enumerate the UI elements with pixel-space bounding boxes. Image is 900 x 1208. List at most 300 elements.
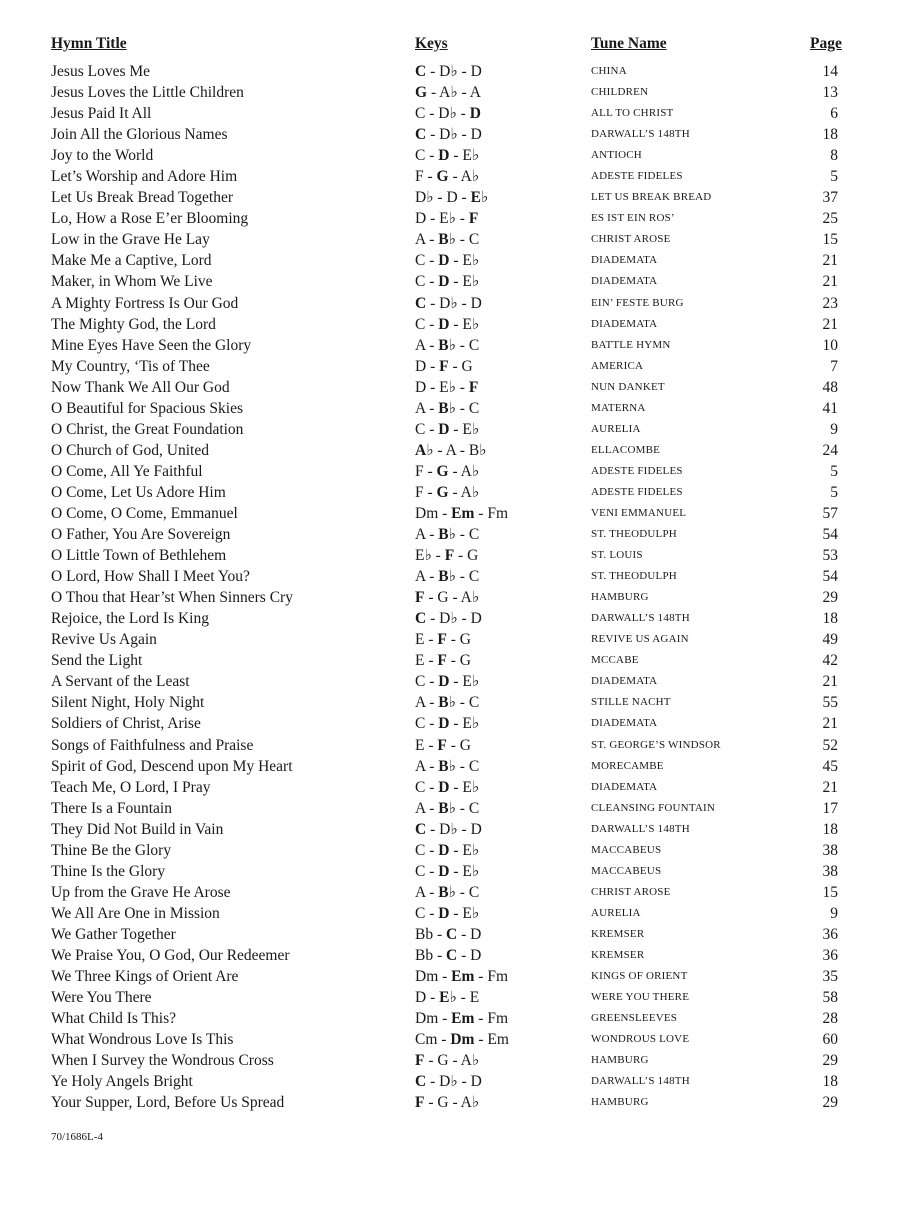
key-value: B♭ — [468, 441, 487, 459]
key-value: G — [459, 631, 471, 649]
table-row — [0, 882, 900, 903]
key-value: A — [415, 336, 426, 354]
hymn-keys — [415, 650, 471, 671]
tune-name: NUN DANKET — [591, 380, 665, 393]
table-row — [0, 692, 900, 713]
table-row — [0, 293, 900, 314]
hymn-title: Ye Holy Angels Bright — [51, 1073, 193, 1091]
hymn-keys — [415, 187, 488, 208]
key-value: E♭ — [462, 715, 480, 733]
table-row — [0, 735, 900, 756]
key-value: E♭ — [415, 547, 432, 565]
hymn-keys — [415, 103, 481, 124]
page-number: 18 — [822, 1073, 838, 1091]
key-value: G — [437, 1052, 449, 1070]
key-value: A♭ — [460, 462, 480, 480]
key-value: A♭ — [460, 483, 480, 501]
hymn-title: Thine Be the Glory — [51, 841, 172, 859]
tune-name: ST. LOUIS — [591, 549, 643, 562]
key-separator: - — [456, 989, 470, 1007]
key-separator: - — [425, 904, 439, 922]
key-separator: - — [455, 526, 469, 544]
key-separator: - — [426, 989, 440, 1007]
key-value: D — [438, 904, 450, 922]
key-value: Bb — [415, 946, 434, 964]
key-separator: - — [427, 84, 440, 102]
hymn-keys — [415, 377, 478, 398]
key-separator: - — [457, 820, 471, 838]
tune-name: MACCABEUS — [591, 843, 662, 856]
key-value: D♭ — [439, 1073, 458, 1091]
key-value: E♭ — [462, 273, 480, 291]
key-separator: - — [426, 610, 440, 628]
hymn-title: Maker, in Whom We Live — [51, 273, 213, 291]
key-separator: - — [474, 1031, 488, 1049]
table-row — [0, 671, 900, 692]
key-value: D — [438, 252, 450, 270]
key-value: F — [415, 462, 424, 480]
key-separator: - — [437, 1031, 451, 1049]
hymn-title: Joy to the World — [51, 147, 154, 165]
key-separator: - — [449, 147, 463, 165]
key-value: D♭ — [439, 126, 458, 144]
table-row — [0, 229, 900, 250]
key-value: C — [468, 336, 480, 354]
header-tune-name: Tune Name — [591, 35, 667, 52]
key-value: Dm — [415, 504, 439, 522]
table-row — [0, 840, 900, 861]
tune-name: DIADEMATA — [591, 717, 658, 730]
key-separator: - — [449, 252, 463, 270]
tune-name: AURELIA — [591, 906, 641, 919]
key-separator: - — [457, 946, 471, 964]
key-separator: - — [424, 1094, 438, 1112]
key-separator: - — [426, 126, 440, 144]
key-value: Bb — [415, 925, 434, 943]
page-number: 21 — [822, 715, 838, 733]
key-value: B♭ — [438, 799, 456, 817]
hymn-keys — [415, 356, 473, 377]
key-value: Dm — [415, 968, 439, 986]
page-number: 24 — [822, 441, 838, 459]
table-row — [0, 587, 900, 608]
hymn-title: The Mighty God, the Lord — [51, 315, 216, 333]
hymn-title: Soldiers of Christ, Arise — [51, 715, 201, 733]
page-number: 15 — [822, 231, 838, 249]
hymn-keys — [415, 419, 479, 440]
key-value: G — [436, 462, 449, 480]
key-value: G — [436, 483, 449, 501]
key-value: G — [415, 84, 428, 102]
key-separator: - — [423, 462, 437, 480]
table-row — [0, 545, 900, 566]
table-row — [0, 271, 900, 292]
hymn-keys — [415, 608, 482, 629]
key-value: A♭ — [460, 1052, 480, 1070]
table-row — [0, 103, 900, 124]
hymn-title: Silent Night, Holy Night — [51, 694, 205, 712]
key-separator: - — [424, 736, 438, 754]
table-row — [0, 903, 900, 924]
tune-name: AURELIA — [591, 422, 641, 435]
key-value: D — [438, 778, 450, 796]
page-number: 17 — [822, 799, 838, 817]
footer-code: 70/1686L-4 — [51, 1131, 103, 1143]
table-row — [0, 966, 900, 987]
hymn-title: O Come, Let Us Adore Him — [51, 483, 226, 501]
tune-name: GREENSLEEVES — [591, 1012, 678, 1025]
key-value: A — [415, 883, 426, 901]
key-separator: - — [457, 189, 471, 207]
key-value: A♭ — [460, 168, 480, 186]
table-row — [0, 1050, 900, 1071]
key-value: D — [470, 820, 482, 838]
key-value: A — [445, 441, 456, 459]
key-separator: - — [455, 568, 469, 586]
key-value: C — [415, 673, 426, 691]
key-separator: - — [449, 862, 463, 880]
hymn-keys — [415, 735, 471, 756]
tune-name: CHRIST AROSE — [591, 233, 671, 246]
table-row — [0, 713, 900, 734]
tune-name: STILLE NACHT — [591, 696, 671, 709]
key-separator: - — [474, 968, 488, 986]
table-row — [0, 187, 900, 208]
hymn-title: O Come, All Ye Faithful — [51, 462, 203, 480]
key-value: C — [415, 778, 426, 796]
key-separator: - — [425, 862, 439, 880]
page-number: 8 — [830, 147, 838, 165]
key-value: E♭ — [462, 904, 480, 922]
hymn-title: Jesus Paid It All — [51, 105, 152, 123]
table-row — [0, 335, 900, 356]
key-separator: - — [446, 736, 460, 754]
key-value: D — [415, 357, 427, 375]
table-row — [0, 798, 900, 819]
key-separator: - — [456, 105, 470, 123]
hymn-keys — [415, 1008, 508, 1029]
key-separator: - — [438, 1010, 452, 1028]
key-value: D — [438, 673, 450, 691]
key-value: B♭ — [438, 757, 456, 775]
tune-name: AMERICA — [591, 359, 644, 372]
tune-name: DIADEMATA — [591, 780, 658, 793]
page-number: 48 — [822, 378, 838, 396]
hymn-title: A Mighty Fortress Is Our God — [51, 294, 239, 312]
key-value: F — [439, 357, 449, 375]
key-value: B♭ — [438, 399, 456, 417]
tune-name: ADESTE FIDELES — [591, 485, 683, 498]
hymn-title: Jesus Loves Me — [51, 63, 151, 80]
key-value: E♭ — [462, 673, 480, 691]
key-separator: - — [433, 925, 447, 943]
table-row — [0, 145, 900, 166]
key-separator: - — [457, 126, 471, 144]
tune-name: DIADEMATA — [591, 254, 658, 267]
hymn-title: Mine Eyes Have Seen the Glory — [51, 336, 252, 354]
page-number: 41 — [822, 399, 838, 417]
key-value: G — [461, 357, 473, 375]
key-value: C — [415, 105, 426, 123]
hymn-keys — [415, 166, 479, 187]
page-number: 36 — [822, 925, 838, 943]
hymn-keys — [415, 629, 471, 650]
key-separator: - — [449, 841, 463, 859]
key-value: E♭ — [439, 378, 456, 396]
table-row — [0, 419, 900, 440]
hymn-title: O Lord, How Shall I Meet You? — [51, 568, 250, 586]
hymn-title: O Christ, the Great Foundation — [51, 420, 244, 438]
key-value: Fm — [487, 1010, 509, 1028]
key-separator: - — [457, 294, 471, 312]
hymn-title: We Gather Together — [51, 925, 176, 943]
key-value: G — [437, 1094, 449, 1112]
key-separator: - — [425, 778, 439, 796]
key-value: D — [438, 147, 450, 165]
key-value: C — [415, 841, 426, 859]
key-value: A — [415, 799, 426, 817]
hymn-keys — [415, 756, 479, 777]
key-value: D — [438, 862, 450, 880]
key-separator: - — [455, 378, 469, 396]
key-value: D — [438, 273, 450, 291]
hymn-title: Low in the Grave He Lay — [51, 231, 210, 249]
key-value: Fm — [487, 968, 509, 986]
key-separator: - — [426, 63, 440, 80]
page-number: 14 — [822, 63, 838, 80]
tune-name: REVIVE US AGAIN — [591, 633, 689, 646]
hymn-keys — [415, 966, 508, 987]
key-separator: - — [423, 168, 437, 186]
hymn-title: Make Me a Captive, Lord — [51, 252, 212, 270]
tune-name: EIN’ FESTE BURG — [591, 296, 684, 309]
hymn-title: Let Us Break Bread Together — [51, 189, 233, 207]
hymn-keys — [415, 440, 487, 461]
table-row — [0, 461, 900, 482]
hymn-keys — [415, 82, 481, 103]
table-row — [0, 398, 900, 419]
hymn-keys — [415, 945, 481, 966]
key-separator: - — [449, 315, 463, 333]
key-separator: - — [425, 568, 439, 586]
key-value: E♭ — [439, 210, 456, 228]
hymn-title: Your Supper, Lord, Before Us Spread — [51, 1094, 285, 1112]
hymn-keys — [415, 840, 479, 861]
key-separator: - — [457, 84, 470, 102]
table-row — [0, 566, 900, 587]
key-separator: - — [455, 694, 469, 712]
hymn-keys — [415, 903, 479, 924]
key-value: F — [468, 210, 479, 228]
table-row — [0, 987, 900, 1008]
hymn-keys — [415, 713, 479, 734]
hymn-title: My Country, ‘Tis of Thee — [51, 357, 210, 375]
key-value: Em — [451, 1010, 475, 1028]
hymn-keys — [415, 1092, 479, 1113]
hymn-keys — [415, 798, 479, 819]
key-value: F — [437, 736, 447, 754]
hymn-keys — [415, 545, 478, 566]
key-separator: - — [446, 652, 460, 670]
hymn-title: Teach Me, O Lord, I Pray — [51, 778, 211, 796]
table-row — [0, 1008, 900, 1029]
key-value: E♭ — [462, 862, 480, 880]
key-value: D — [470, 925, 482, 943]
key-value: A♭ — [460, 1094, 480, 1112]
hymn-keys — [415, 293, 482, 314]
key-value: D — [470, 610, 482, 628]
key-separator: - — [455, 799, 469, 817]
tune-name: KREMSER — [591, 948, 645, 961]
hymn-title: When I Survey the Wondrous Cross — [51, 1052, 274, 1070]
key-separator: - — [425, 231, 439, 249]
table-row — [0, 756, 900, 777]
key-separator: - — [455, 336, 469, 354]
page-number: 54 — [822, 568, 838, 586]
key-separator: - — [424, 589, 438, 607]
key-separator: - — [448, 589, 461, 607]
key-separator: - — [455, 757, 469, 775]
tune-name: CHILDREN — [591, 86, 649, 99]
key-separator: - — [425, 147, 439, 165]
hymn-title: There Is a Fountain — [51, 799, 172, 817]
tune-name: MCCABE — [591, 654, 639, 667]
key-value: E♭ — [462, 420, 480, 438]
key-value: B♭ — [438, 568, 456, 586]
hymn-title: Spirit of God, Descend upon My Heart — [51, 757, 293, 775]
key-value: C — [468, 399, 480, 417]
page-number: 42 — [822, 652, 838, 670]
key-value: D — [438, 841, 450, 859]
key-value: C — [415, 610, 427, 628]
table-row — [0, 314, 900, 335]
page-number: 21 — [822, 673, 838, 691]
key-separator: - — [426, 357, 440, 375]
key-separator: - — [424, 652, 438, 670]
key-value: D — [469, 105, 481, 123]
key-separator: - — [457, 63, 471, 80]
hymn-title: We Three Kings of Orient Are — [51, 968, 239, 986]
key-value: F — [415, 1094, 425, 1112]
page-number: 53 — [822, 547, 838, 565]
key-separator: - — [449, 673, 463, 691]
key-separator: - — [425, 715, 439, 733]
table-row — [0, 777, 900, 798]
tune-name: DIADEMATA — [591, 275, 658, 288]
key-separator: - — [425, 694, 439, 712]
key-separator: - — [455, 441, 469, 459]
key-value: C — [415, 820, 427, 838]
table-row — [0, 377, 900, 398]
key-separator: - — [448, 462, 461, 480]
key-value: C — [446, 925, 458, 943]
key-separator: - — [425, 399, 439, 417]
key-separator: - — [431, 547, 445, 565]
key-value: G — [436, 168, 449, 186]
key-separator: - — [448, 483, 461, 501]
key-value: B♭ — [438, 694, 456, 712]
hymn-keys — [415, 671, 479, 692]
page-number: 23 — [822, 294, 838, 312]
hymn-keys — [415, 398, 479, 419]
key-value: C — [468, 883, 480, 901]
page-number: 18 — [822, 610, 838, 628]
key-value: D♭ — [439, 820, 458, 838]
page-number: 29 — [822, 589, 838, 607]
table-row — [0, 608, 900, 629]
key-value: A — [415, 757, 426, 775]
table-row — [0, 945, 900, 966]
key-separator: - — [449, 715, 463, 733]
key-value: A♭ — [460, 589, 480, 607]
page-number: 52 — [822, 736, 838, 754]
key-separator: - — [426, 294, 440, 312]
table-row — [0, 1092, 900, 1113]
key-value: E♭ — [462, 778, 480, 796]
hymn-keys — [415, 924, 481, 945]
key-separator: - — [425, 420, 439, 438]
page-number: 18 — [822, 126, 838, 144]
hymn-keys — [415, 861, 479, 882]
key-value: C — [468, 568, 480, 586]
hymn-keys — [415, 271, 479, 292]
tune-name: BATTLE HYMN — [591, 338, 671, 351]
key-value: D — [446, 189, 458, 207]
key-separator: - — [457, 610, 471, 628]
table-row — [0, 61, 900, 82]
key-value: C — [415, 147, 426, 165]
hymn-title: They Did Not Build in Vain — [51, 820, 224, 838]
key-separator: - — [455, 399, 469, 417]
hymn-keys — [415, 250, 479, 271]
table-row — [0, 208, 900, 229]
hymn-keys — [415, 461, 479, 482]
hymn-keys — [415, 566, 479, 587]
hymn-keys — [415, 1071, 482, 1092]
key-value: C — [415, 273, 426, 291]
tune-name: DIADEMATA — [591, 317, 658, 330]
tune-name: MACCABEUS — [591, 864, 662, 877]
tune-name: KREMSER — [591, 927, 645, 940]
page-number: 36 — [822, 946, 838, 964]
tune-name: HAMBURG — [591, 591, 649, 604]
hymn-title: We All Are One in Mission — [51, 904, 220, 922]
page-number: 5 — [830, 462, 838, 480]
table-row — [0, 1029, 900, 1050]
page-number: 13 — [822, 84, 838, 102]
hymn-keys — [415, 692, 479, 713]
key-value: E — [415, 652, 425, 670]
tune-name: ST. GEORGE’S WINDSOR — [591, 738, 721, 751]
table-row — [0, 166, 900, 187]
hymn-title: We Praise You, O God, Our Redeemer — [51, 946, 290, 964]
key-value: D — [415, 210, 427, 228]
tune-name: DARWALL’S 148TH — [591, 612, 690, 625]
key-value: D — [438, 315, 450, 333]
key-value: Cm — [415, 1031, 438, 1049]
key-separator: - — [425, 799, 439, 817]
key-value: D — [438, 715, 450, 733]
hymn-list — [0, 61, 900, 1113]
page-number: 29 — [822, 1094, 838, 1112]
key-value: C — [415, 904, 426, 922]
key-separator: - — [448, 1052, 461, 1070]
hymn-keys — [415, 335, 479, 356]
page-number: 45 — [822, 757, 838, 775]
key-value: A♭ — [415, 441, 434, 459]
key-value: F — [415, 483, 424, 501]
key-value: C — [415, 252, 426, 270]
